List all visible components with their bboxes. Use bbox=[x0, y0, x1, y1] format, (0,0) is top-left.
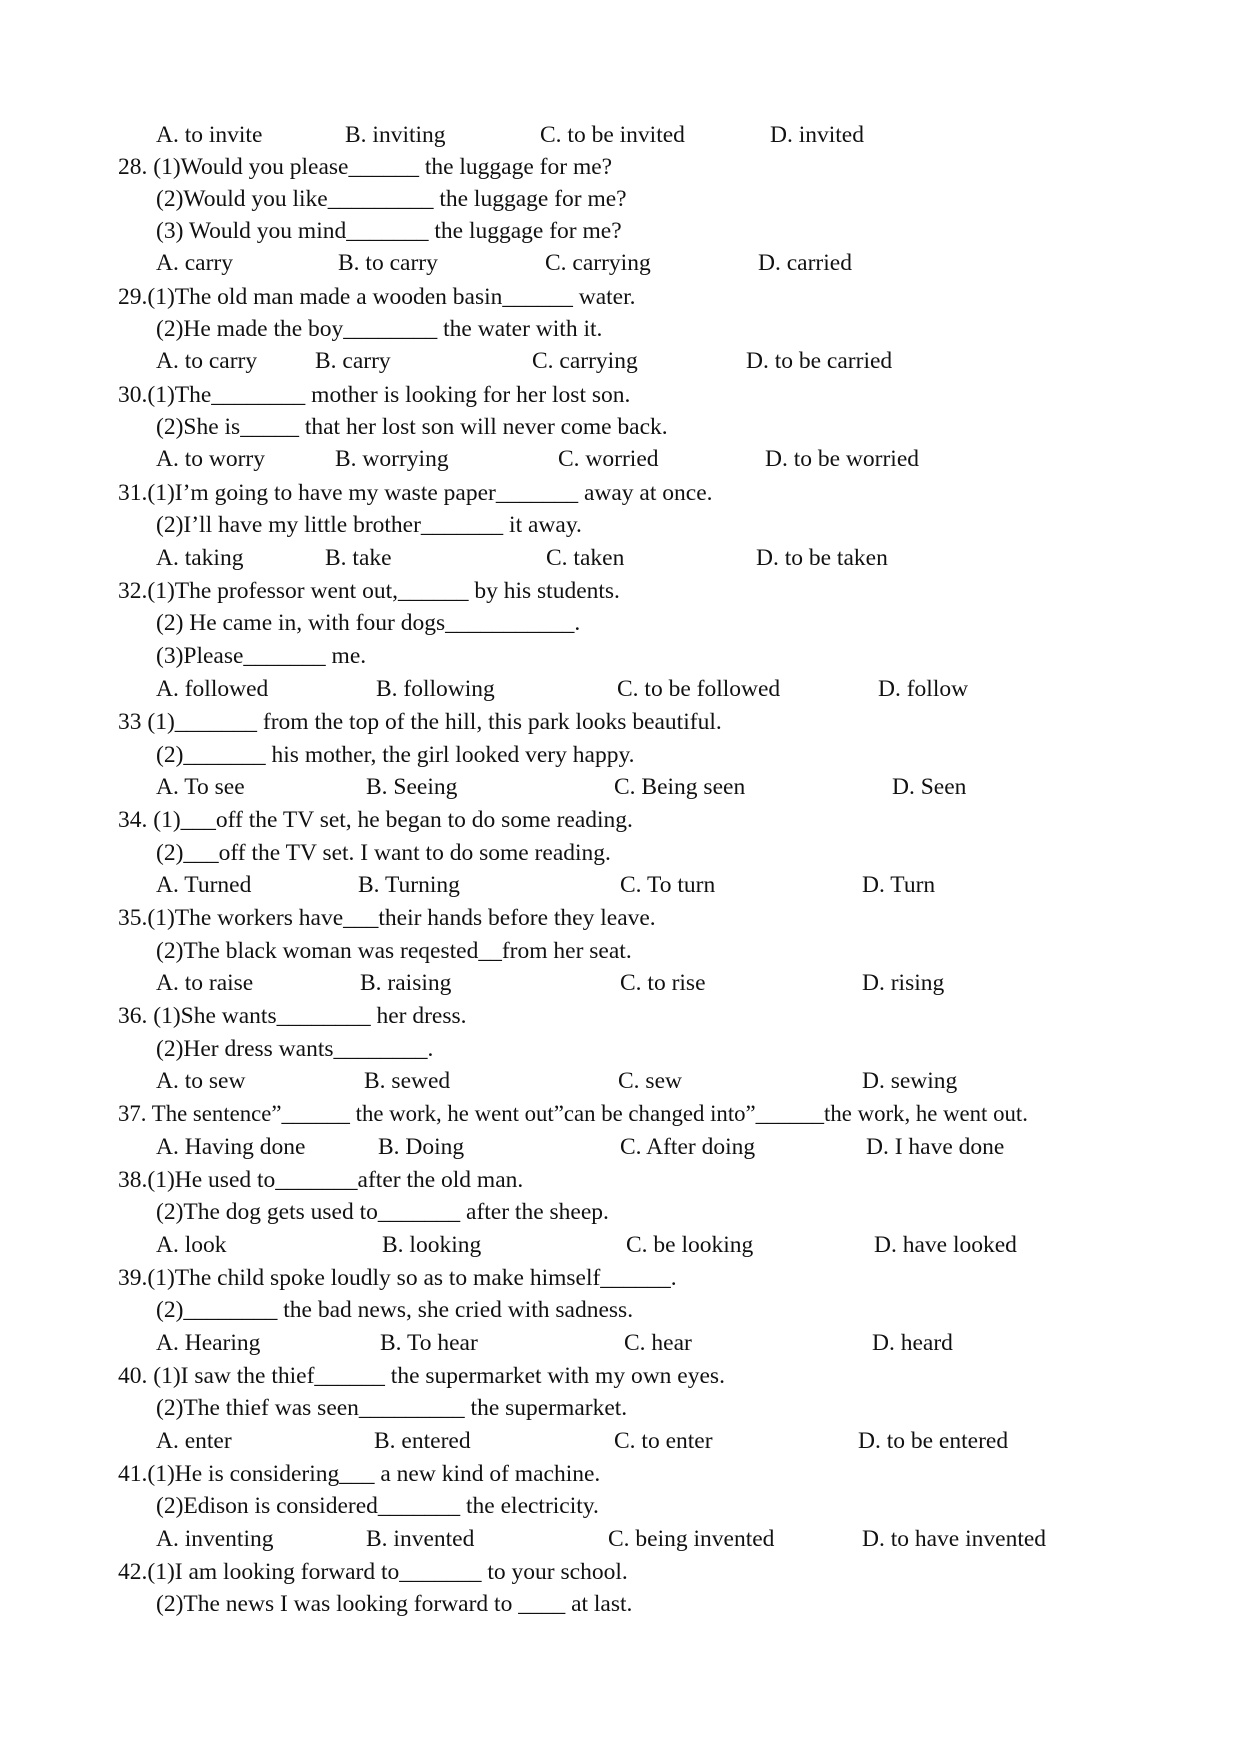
question-41-part-1: 41.(1)He is considering___ a new kind of machine. bbox=[118, 1461, 601, 1487]
option-c: C. After doing bbox=[620, 1134, 756, 1160]
option-d: D. Seen bbox=[892, 774, 967, 800]
option-d: D. sewing bbox=[862, 1068, 958, 1094]
option-a: A. to carry bbox=[156, 348, 258, 374]
option-b: B. entered bbox=[374, 1428, 471, 1454]
question-34-part-1: 34. (1)___off the TV set, he began to do some reading. bbox=[118, 807, 633, 833]
question-35-part-2: (2)The black woman was reqested__from her seat. bbox=[156, 938, 632, 964]
option-d: D. I have done bbox=[866, 1134, 1005, 1160]
question-33-part-2: (2)_______ his mother, the girl looked very happy. bbox=[156, 742, 635, 768]
question-38-part-1: 38.(1)He used to_______after the old man. bbox=[118, 1167, 524, 1193]
option-b: B. to carry bbox=[338, 250, 438, 276]
option-c: C. sew bbox=[618, 1068, 682, 1094]
option-c: C. carrying bbox=[545, 250, 651, 276]
question-29-part-2: (2)He made the boy________ the water with it. bbox=[156, 316, 603, 342]
question-31-part-2: (2)I’ll have my little brother_______ it away. bbox=[156, 512, 582, 538]
question-28-part-2: (2)Would you like_________ the luggage for me? bbox=[156, 186, 627, 212]
question-39-part-1: 39.(1)The child spoke loudly so as to make himself______. bbox=[118, 1265, 677, 1291]
question-36-part-1: 36. (1)She wants________ her dress. bbox=[118, 1003, 467, 1029]
question-36-part-2: (2)Her dress wants________. bbox=[156, 1036, 434, 1062]
question-39-part-2: (2)________ the bad news, she cried with sadness. bbox=[156, 1297, 634, 1323]
option-c: C. to be followed bbox=[617, 676, 781, 702]
option-b: B. inviting bbox=[345, 122, 446, 148]
option-c: C. Being seen bbox=[614, 774, 746, 800]
option-c: C. to be invited bbox=[540, 122, 685, 148]
option-b: B. To hear bbox=[380, 1330, 478, 1356]
option-c: C. taken bbox=[546, 545, 625, 571]
question-32-part-3: (3)Please_______ me. bbox=[156, 643, 367, 669]
question-40-part-1: 40. (1)I saw the thief______ the supermarket with my own eyes. bbox=[118, 1363, 725, 1389]
option-a: A. Having done bbox=[156, 1134, 306, 1160]
question-40-part-2: (2)The thief was seen_________ the supermarket. bbox=[156, 1395, 628, 1421]
option-a: A. to sew bbox=[156, 1068, 246, 1094]
option-c: C. hear bbox=[624, 1330, 692, 1356]
option-c: C. To turn bbox=[620, 872, 716, 898]
option-b: B. following bbox=[376, 676, 495, 702]
option-b: B. Seeing bbox=[366, 774, 458, 800]
option-b: B. invented bbox=[366, 1526, 475, 1552]
option-a: A. to invite bbox=[156, 122, 263, 148]
option-a: A. to worry bbox=[156, 446, 265, 472]
option-d: D. to be carried bbox=[746, 348, 893, 374]
question-32-part-1: 32.(1)The professor went out,______ by his students. bbox=[118, 578, 620, 604]
option-c: C. be looking bbox=[626, 1232, 754, 1258]
question-28-part-3: (3) Would you mind_______ the luggage for me? bbox=[156, 218, 622, 244]
option-a: A. inventing bbox=[156, 1526, 274, 1552]
option-a: A. carry bbox=[156, 250, 233, 276]
option-b: B. Turning bbox=[358, 872, 460, 898]
option-d: D. carried bbox=[758, 250, 852, 276]
question-30-part-2: (2)She is_____ that her lost son will never come back. bbox=[156, 414, 668, 440]
option-a: A. to raise bbox=[156, 970, 254, 996]
option-d: D. heard bbox=[872, 1330, 953, 1356]
question-34-part-2: (2)___off the TV set. I want to do some reading. bbox=[156, 840, 611, 866]
option-d: D. invited bbox=[770, 122, 864, 148]
option-d: D. rising bbox=[862, 970, 945, 996]
option-c: C. carrying bbox=[532, 348, 638, 374]
option-a: A. look bbox=[156, 1232, 227, 1258]
option-b: B. Doing bbox=[378, 1134, 465, 1160]
question-35-part-1: 35.(1)The workers have___their hands before they leave. bbox=[118, 905, 656, 931]
option-d: D. have looked bbox=[874, 1232, 1017, 1258]
option-b: B. sewed bbox=[364, 1068, 451, 1094]
option-c: C. worried bbox=[558, 446, 659, 472]
option-d: D. to be worried bbox=[765, 446, 920, 472]
question-32-part-2: (2) He came in, with four dogs___________. bbox=[156, 610, 581, 636]
question-28-part-1: 28. (1)Would you please______ the luggage for me? bbox=[118, 154, 613, 180]
option-d: D. to be entered bbox=[858, 1428, 1009, 1454]
option-a: A. enter bbox=[156, 1428, 232, 1454]
option-a: A. To see bbox=[156, 774, 245, 800]
option-d: D. Turn bbox=[862, 872, 936, 898]
question-42-part-1: 42.(1)I am looking forward to_______ to your school. bbox=[118, 1559, 628, 1585]
option-d: D. to be taken bbox=[756, 545, 888, 571]
question-30-part-1: 30.(1)The________ mother is looking for her lost son. bbox=[118, 382, 631, 408]
option-a: A. Hearing bbox=[156, 1330, 261, 1356]
option-c: C. to enter bbox=[614, 1428, 713, 1454]
question-33-part-1: 33 (1)_______ from the top of the hill, this park looks beautiful. bbox=[118, 709, 722, 735]
question-31-part-1: 31.(1)I’m going to have my waste paper_______ away at once. bbox=[118, 480, 713, 506]
option-c: C. to rise bbox=[620, 970, 706, 996]
option-a: A. taking bbox=[156, 545, 244, 571]
option-b: B. worrying bbox=[335, 446, 449, 472]
option-a: A. Turned bbox=[156, 872, 252, 898]
option-a: A. followed bbox=[156, 676, 269, 702]
option-b: B. looking bbox=[382, 1232, 482, 1258]
question-37: 37. The sentence”______ the work, he went out”can be changed into”______the work, he went out. bbox=[118, 1101, 1028, 1126]
option-d: D. follow bbox=[878, 676, 969, 702]
option-d: D. to have invented bbox=[862, 1526, 1047, 1552]
question-29-part-1: 29.(1)The old man made a wooden basin______ water. bbox=[118, 284, 636, 310]
question-42-part-2: (2)The news I was looking forward to ____ at last. bbox=[156, 1591, 633, 1617]
option-b: B. take bbox=[325, 545, 392, 571]
question-38-part-2: (2)The dog gets used to_______ after the sheep. bbox=[156, 1199, 609, 1225]
question-41-part-2: (2)Edison is considered_______ the electricity. bbox=[156, 1493, 599, 1519]
option-b: B. carry bbox=[315, 348, 391, 374]
option-b: B. raising bbox=[360, 970, 452, 996]
option-c: C. being invented bbox=[608, 1526, 775, 1552]
